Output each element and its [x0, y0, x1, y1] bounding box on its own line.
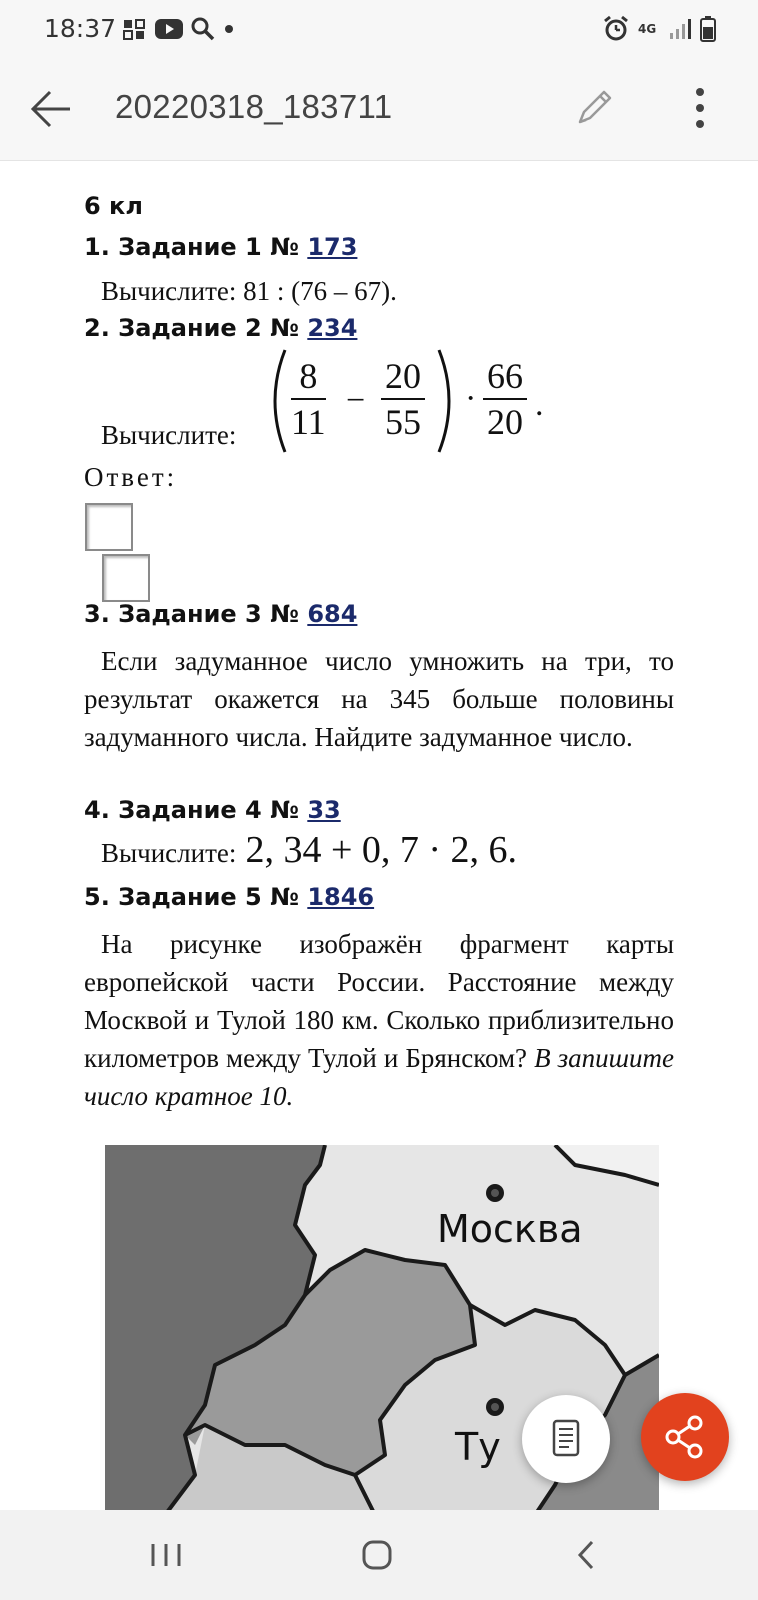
task2-heading: [84, 314, 357, 342]
task5-heading: [84, 883, 374, 911]
map-label-tula: Ту: [455, 1425, 501, 1469]
status-icons-left: [122, 16, 236, 42]
task4-expression: 2, 34 + 0, 7 · 2, 6.: [245, 829, 518, 871]
fraction-3: [483, 354, 527, 444]
task1-text: Вычислите: 81 : (76 – 67).: [101, 276, 397, 306]
fraction-2-denominator: 55: [385, 402, 421, 442]
edit-pencil-icon[interactable]: [570, 82, 620, 132]
status-bar: [0, 0, 758, 60]
fraction-1-numerator: 8: [291, 354, 326, 400]
home-icon[interactable]: [352, 1530, 402, 1580]
answer-box-2: [102, 554, 150, 602]
fraction-2: [381, 354, 425, 444]
task3-label: 3. Задание 3 №: [84, 600, 308, 628]
task1-heading: [84, 233, 357, 261]
task2-label: 2. Задание 2 №: [84, 314, 308, 342]
document-view-button[interactable]: [522, 1395, 610, 1483]
answer-box-1: [85, 503, 133, 551]
search-icon: [190, 16, 216, 42]
dot-icon: [222, 22, 236, 36]
task4-formula: [101, 828, 517, 872]
file-title: 20220318_183711: [115, 88, 393, 125]
task1-link[interactable]: 173: [307, 233, 358, 261]
task2-link[interactable]: 234: [307, 314, 358, 342]
document-icon: [522, 1395, 610, 1483]
task5-link[interactable]: 1846: [307, 883, 375, 911]
task3-link[interactable]: 684: [307, 600, 358, 628]
answer-label: Ответ:: [84, 462, 178, 492]
task4-heading: [84, 796, 341, 824]
period: .: [535, 386, 544, 423]
back-nav-icon[interactable]: [562, 1530, 612, 1580]
task5-body: На рисунке изображён фрагмент карты европейской части России. Расстояние между Москвой и Тулой 180 км. Сколько приблизительно километров между Тулой и Брянском?: [84, 929, 674, 1073]
task2-formula: [101, 346, 571, 456]
task4-link[interactable]: 33: [307, 796, 341, 824]
battery-icon: [700, 16, 716, 42]
close-paren: [433, 346, 463, 456]
signal-icon: [668, 17, 692, 41]
fraction-1-denominator: 11: [291, 402, 326, 442]
fraction-3-numerator: 66: [483, 354, 527, 400]
status-time: 18:37: [44, 14, 117, 43]
fraction-2-numerator: 20: [381, 354, 425, 400]
open-paren: [261, 346, 291, 456]
task4-label: 4. Задание 4 №: [84, 796, 308, 824]
share-button[interactable]: [641, 1393, 729, 1481]
network-4g-icon: 4G: [638, 22, 657, 36]
youtube-icon: [154, 18, 184, 40]
status-icons-right: [602, 14, 716, 44]
fraction-3-denominator: 20: [487, 402, 523, 442]
alarm-icon: [602, 15, 630, 43]
more-options-icon[interactable]: [680, 82, 720, 134]
grade-heading: 6 кл: [84, 192, 143, 220]
task4-prompt: Вычислите:: [101, 838, 237, 868]
app-bar: [0, 60, 758, 161]
task5-label: 5. Задание 5 №: [84, 883, 308, 911]
multiply-dot: ·: [465, 380, 477, 417]
task2-prompt: Вычислите:: [101, 420, 237, 450]
recent-apps-icon[interactable]: [141, 1530, 191, 1580]
map-label-moscow: Москва: [437, 1207, 583, 1251]
fraction-1: [291, 354, 326, 444]
task3-heading: [84, 600, 357, 628]
system-nav-bar: [0, 1510, 758, 1600]
back-arrow-icon[interactable]: [26, 84, 76, 134]
task5-note: В запишите число кратное 10.: [84, 1043, 674, 1111]
task3-text: Если задуманное число умножить на три, то результат окажется на 345 больше половины задуманного числа. Найдите задуманное число.: [84, 646, 674, 752]
document-image: [0, 160, 758, 1510]
minus-sign: −: [346, 382, 366, 419]
notification-icon: [122, 17, 148, 41]
task1-label: 1. Задание 1 №: [84, 233, 308, 261]
share-icon: [641, 1393, 729, 1481]
task5-text: [84, 925, 674, 1115]
